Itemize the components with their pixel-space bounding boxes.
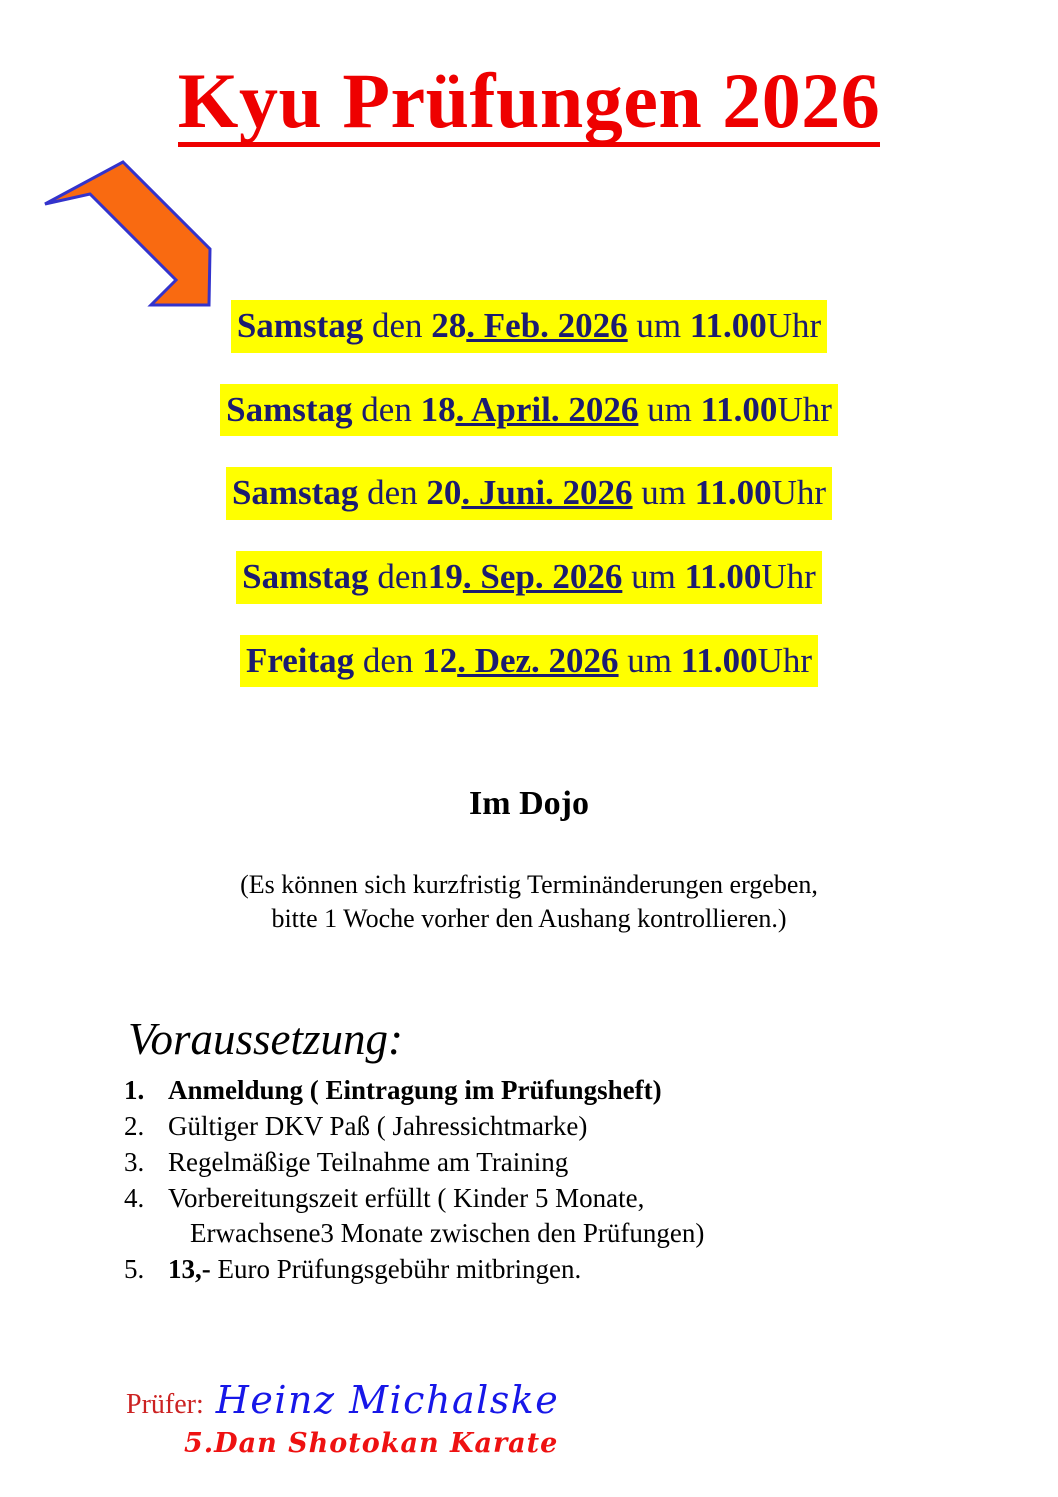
exam-um: um bbox=[638, 389, 701, 429]
exam-day: Samstag bbox=[231, 473, 359, 513]
list-item-number: 5. bbox=[124, 1254, 145, 1285]
exam-date-value: . Dez. 2026 bbox=[457, 640, 619, 680]
list-item bbox=[124, 1252, 884, 1287]
exam-date-row bbox=[0, 467, 1058, 520]
exam-date-prefix: 12 bbox=[422, 640, 458, 680]
exam-date-highlight bbox=[236, 551, 822, 604]
list-item-number: 1. bbox=[124, 1075, 145, 1105]
exam-um: um bbox=[618, 640, 681, 680]
exam-uhr: Uhr bbox=[771, 473, 827, 513]
list-item-text-wrap bbox=[168, 1181, 884, 1251]
exam-time: 11.00 bbox=[689, 306, 767, 345]
exam-um: um bbox=[627, 306, 690, 345]
examiner-line bbox=[126, 1378, 686, 1422]
examiner-name: Heinz Michalske bbox=[215, 1378, 560, 1422]
exam-date-row bbox=[0, 300, 1058, 353]
examiner-role-label: Prüfer: bbox=[126, 1389, 204, 1420]
list-item-number: 2. bbox=[124, 1111, 145, 1142]
exam-uhr: Uhr bbox=[777, 389, 832, 429]
exam-date-prefix: 18 bbox=[420, 389, 456, 429]
exam-date-prefix: 20 bbox=[426, 473, 462, 513]
exam-uhr: Uhr bbox=[766, 306, 822, 345]
exam-day: Samstag bbox=[236, 306, 364, 345]
list-item bbox=[124, 1109, 884, 1144]
signature-block bbox=[126, 1378, 686, 1459]
list-item-text-continued: Erwachsene3 Monate zwischen den Prüfungen) bbox=[190, 1218, 705, 1249]
list-item-text: Anmeldung ( Eintragung im Prüfungsheft) bbox=[168, 1075, 662, 1105]
exam-um: um bbox=[622, 557, 685, 597]
list-item-text: Regelmäßige Teilnahme am Training bbox=[168, 1147, 569, 1178]
list-item-text: Euro Prüfungsgebühr mitbringen. bbox=[210, 1254, 582, 1285]
exam-date-highlight bbox=[220, 384, 838, 437]
exam-date-value: . Sep. 2026 bbox=[462, 557, 623, 597]
exam-date-prefix: 19 bbox=[427, 557, 463, 597]
exam-date-value: . Feb. 2026 bbox=[466, 306, 628, 345]
exam-day: Freitag bbox=[245, 640, 355, 680]
list-item bbox=[124, 1145, 884, 1180]
exam-time: 11.00 bbox=[684, 557, 762, 597]
list-item bbox=[124, 1181, 884, 1251]
exam-den: den bbox=[352, 389, 421, 429]
exam-date-row bbox=[0, 635, 1058, 688]
exam-date-row bbox=[0, 384, 1058, 437]
exam-day: Samstag bbox=[226, 389, 353, 429]
exam-uhr: Uhr bbox=[757, 640, 813, 680]
exam-um: um bbox=[632, 473, 695, 513]
exam-dates-list bbox=[0, 300, 1058, 687]
prerequisites-list bbox=[124, 1073, 884, 1289]
exam-time: 11.00 bbox=[680, 640, 758, 680]
page-title bbox=[0, 57, 1058, 147]
exam-den: den bbox=[368, 557, 428, 597]
disclaimer-note-line2: bitte 1 Woche vorher den Aushang kontrollieren.) bbox=[271, 903, 787, 933]
exam-date-value: . April. 2026 bbox=[455, 389, 639, 429]
exam-uhr: Uhr bbox=[761, 557, 816, 597]
list-item bbox=[124, 1073, 884, 1108]
exam-den: den bbox=[363, 306, 432, 345]
exam-time: 11.00 bbox=[700, 389, 778, 429]
exam-den: den bbox=[354, 640, 423, 680]
exam-date-value: . Juni. 2026 bbox=[461, 473, 633, 513]
exam-day: Samstag bbox=[242, 557, 369, 597]
fee-amount: 13,- bbox=[168, 1254, 211, 1285]
exam-date-highlight bbox=[240, 635, 818, 688]
arrow-down-right-icon bbox=[40, 158, 215, 313]
list-item-text-wrap bbox=[168, 1252, 884, 1287]
location-label: Im Dojo bbox=[469, 785, 589, 822]
exam-date-highlight bbox=[226, 467, 832, 520]
exam-date-row bbox=[0, 551, 1058, 604]
exam-date-highlight bbox=[231, 300, 827, 353]
exam-date-prefix: 28 bbox=[431, 306, 467, 345]
list-item-text: Vorbereitungszeit erfüllt ( Kinder 5 Monate, bbox=[168, 1183, 645, 1214]
examiner-rank: 5.Dan Shotokan Karate bbox=[184, 1428, 559, 1459]
list-item-number: 4. bbox=[124, 1183, 145, 1214]
list-item-number: 3. bbox=[124, 1147, 145, 1178]
disclaimer-note-line1: (Es können sich kurzfristig Terminänderungen ergeben, bbox=[240, 870, 818, 899]
exam-den: den bbox=[358, 473, 427, 513]
exam-time: 11.00 bbox=[694, 473, 772, 513]
list-item-text: Gültiger DKV Paß ( Jahressichtmarke) bbox=[168, 1111, 588, 1142]
prerequisites-heading: Voraussetzung: bbox=[128, 1014, 404, 1064]
disclaimer-note bbox=[0, 868, 1058, 936]
page-title-text: Kyu Prüfungen 2026 bbox=[178, 62, 880, 147]
